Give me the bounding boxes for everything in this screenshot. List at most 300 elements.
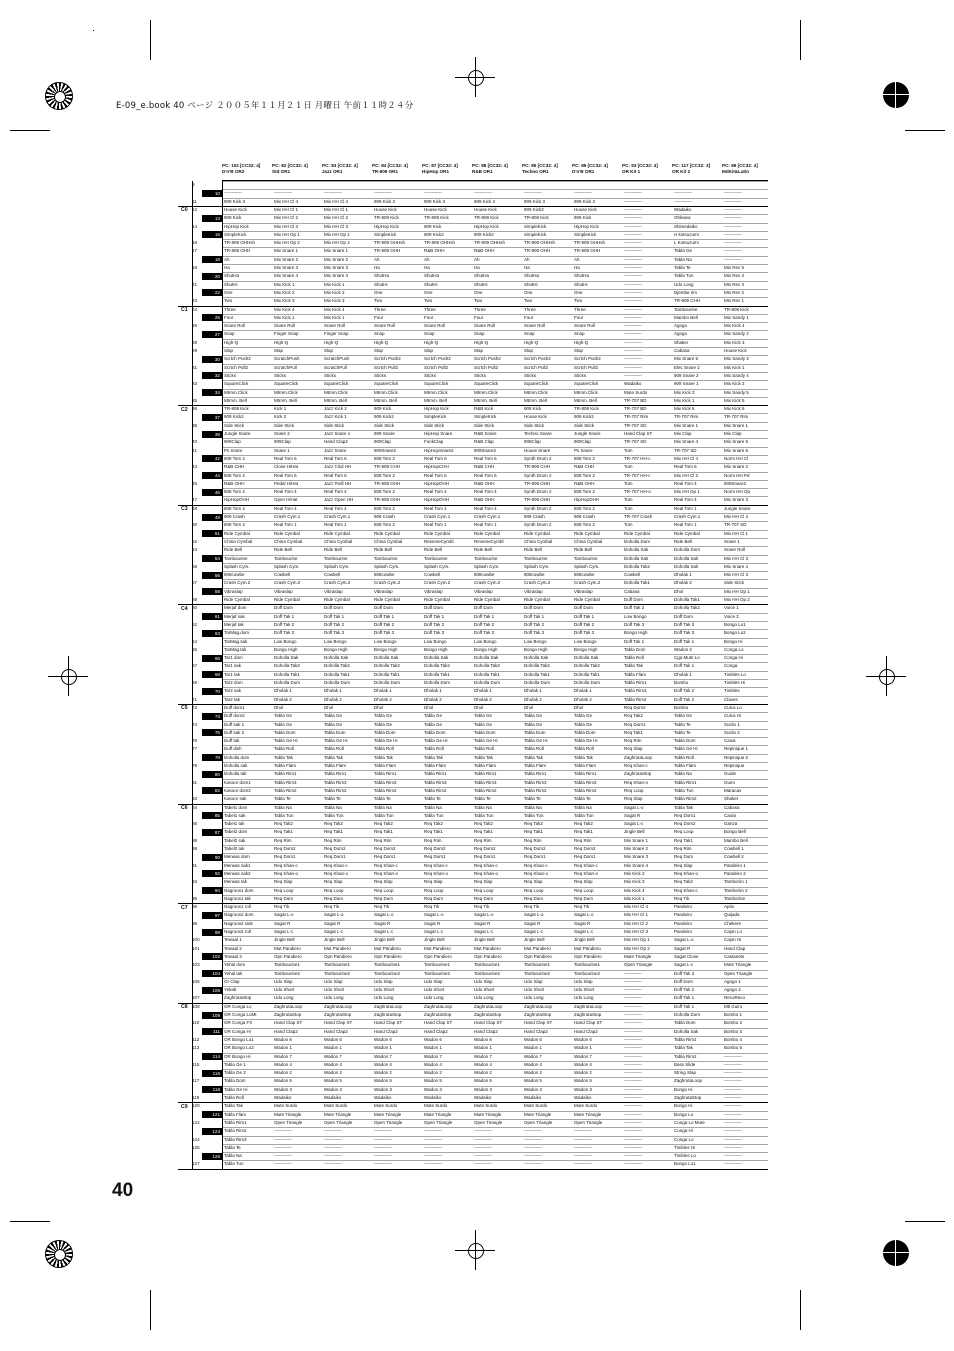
table-row: [178, 961, 768, 969]
instrument-cell: Four: [424, 314, 434, 320]
row-rule: [222, 380, 768, 381]
instrument-cell: Doholla Sak: [624, 547, 649, 553]
instrument-cell: TR-909 CHH: [524, 464, 551, 470]
instrument-cell: Cajon Lo: [724, 929, 743, 934]
column-header-kit: D'n'B OR2: [222, 168, 245, 174]
instrument-cell: 808 Tom 2: [224, 455, 245, 461]
row-rule: [222, 1094, 768, 1095]
table-row: [178, 671, 768, 679]
note-number: 121: [202, 1111, 222, 1118]
instrument-cell: ------------: [624, 1045, 642, 1051]
instrument-cell: Pandeiro: [674, 920, 693, 926]
instrument-cell: ZaghrutaStop: [524, 1012, 552, 1017]
instrument-cell: Wadon 6: [424, 1036, 442, 1042]
instrument-cell: TR-707 SD: [624, 422, 647, 428]
instrument-cell: Tar2 sak: [224, 688, 242, 694]
instrument-cell: Ohkawa: [674, 215, 691, 221]
note-number: 10: [202, 190, 222, 197]
instrument-cell: TR-707 Rim: [674, 414, 699, 420]
page-number: 40: [112, 1180, 134, 1201]
instrument-cell: Scrtch Push2: [474, 356, 501, 362]
instrument-cell: Doholla Sak: [674, 1028, 699, 1034]
instrument-cell: R&B OHH: [224, 480, 245, 486]
instrument-cell: Mix Rev 4: [724, 273, 745, 279]
note-number: 53: [192, 547, 198, 553]
octave-label: C5: [181, 705, 188, 712]
instrument-cell: Snare Roll: [374, 323, 396, 329]
instrument-cell: Ah: [374, 256, 380, 262]
instrument-cell: Pandeiro: [674, 904, 693, 910]
table-row: [178, 496, 768, 504]
instrument-cell: 909 Kick2: [424, 231, 444, 237]
instrument-cell: Req Dom2: [474, 846, 496, 851]
instrument-cell: High-Q: [374, 339, 389, 345]
row-rule: [222, 214, 768, 215]
instrument-cell: ------------: [374, 190, 392, 196]
note-number: 85: [202, 812, 222, 819]
instrument-cell: Tabla Ge: [474, 713, 493, 719]
instrument-cell: Crash Cym.1: [324, 514, 351, 519]
instrument-cell: Tar2 dom: [224, 680, 243, 685]
table-row: [178, 704, 768, 712]
note-number: 96: [192, 904, 198, 910]
instrument-cell: Mtl Guiro: [724, 1003, 743, 1009]
instrument-cell: Tabla Na: [474, 804, 492, 810]
instrument-cell: Udo Long: [424, 995, 444, 1001]
instrument-cell: Dhol: [274, 704, 284, 710]
instrument-cell: Req Dom1: [374, 854, 396, 860]
instrument-cell: Chekere: [724, 920, 742, 926]
table-row: [178, 1127, 768, 1135]
instrument-cell: Dholak 2: [274, 696, 292, 702]
instrument-cell: Real Tom 4: [424, 489, 447, 495]
instrument-cell: Merjaf sak: [224, 613, 245, 619]
instrument-cell: Doholla Tak1: [324, 671, 350, 677]
instrument-cell: Yehal tak: [224, 970, 243, 976]
instrument-cell: Snare 1: [274, 447, 290, 453]
instrument-cell: Doff Dom: [624, 597, 643, 602]
instrument-cell: 808cowbe: [524, 572, 545, 578]
row-rule: [222, 231, 768, 232]
instrument-cell: Mix Snare 3: [324, 265, 349, 270]
instrument-cell: Cowbell: [624, 572, 641, 578]
instrument-cell: SquareClick: [374, 381, 399, 387]
table-row: [178, 687, 768, 695]
instrument-cell: Agogo: [674, 323, 688, 329]
instrument-cell: Splash Cym.: [424, 563, 450, 569]
octave-rule: [178, 306, 768, 307]
instrument-cell: R&B Snare: [474, 431, 497, 436]
instrument-cell: HipHopCHH: [424, 464, 449, 470]
instrument-cell: Doff Tak 2: [674, 688, 695, 694]
instrument-cell: ZaghrutaLoop: [624, 754, 653, 760]
instrument-cell: ------------: [724, 1078, 742, 1084]
table-row: [178, 978, 768, 986]
instrument-cell: Wadaiko: [424, 1095, 442, 1100]
note-number: 78: [202, 754, 222, 761]
octave-label: C8: [181, 1004, 188, 1011]
instrument-cell: ------------: [624, 248, 642, 254]
note-number: 84: [192, 804, 198, 810]
row-rule: [222, 330, 768, 331]
instrument-cell: Real Tom 4: [324, 489, 347, 495]
instrument-cell: Jazz Clsd HH: [324, 464, 352, 470]
note-number: 89: [192, 846, 198, 851]
instrument-cell: Scrtch Pull2: [474, 364, 499, 370]
row-rule: [222, 679, 768, 680]
instrument-cell: Tabla Te: [324, 796, 341, 802]
instrument-cell: Mix HH Cl 1: [324, 206, 349, 212]
instrument-cell: Doholla Tak2: [424, 663, 450, 669]
instrument-cell: Req Dom1: [474, 854, 496, 860]
instrument-cell: Mix Kick 1: [674, 397, 695, 403]
table-row: [178, 1011, 768, 1019]
instrument-cell: Req Slap: [624, 796, 643, 802]
note-number: 67: [192, 663, 198, 669]
column-header-kit: D'n'B OR1: [572, 168, 595, 174]
note-number: 91: [192, 862, 198, 868]
instrument-cell: TR-808 Kick: [374, 215, 399, 221]
instrument-cell: Tambourine: [474, 555, 498, 561]
instrument-cell: Mut Pandiero: [374, 945, 401, 951]
instrument-cell: Three: [224, 306, 236, 312]
instrument-cell: ------------: [674, 198, 692, 204]
instrument-cell: Tabla Dom: [424, 729, 446, 735]
instrument-cell: Snap: [574, 331, 585, 337]
instrument-cell: Agogo 1: [724, 978, 741, 984]
instrument-cell: Real Tom 6: [274, 472, 297, 478]
instrument-cell: Ride Cymbal: [274, 597, 300, 602]
instrument-cell: Mix Snare 4: [724, 563, 749, 569]
instrument-cell: R&B CHH: [574, 464, 595, 470]
instrument-cell: Mix Rev 5: [724, 265, 745, 270]
instrument-cell: Ride Cymbal: [574, 530, 600, 536]
table-row: [178, 754, 768, 762]
row-rule: [222, 862, 768, 863]
instrument-cell: Finger Snap: [274, 331, 299, 337]
instrument-cell: Ride Cymbal: [224, 530, 250, 536]
instrument-cell: Ride Cymbal: [574, 597, 600, 602]
instrument-cell: Wadon 3: [324, 1086, 342, 1092]
instrument-cell: Wadon 2: [424, 1070, 442, 1076]
instrument-cell: Wadon 4: [424, 1061, 442, 1067]
instrument-cell: HipHop Snare: [424, 431, 453, 436]
note-number: 31: [192, 364, 198, 370]
instrument-cell: Timbles Hi: [674, 1144, 696, 1150]
instrument-cell: One: [474, 289, 483, 295]
instrument-cell: One: [524, 289, 533, 295]
column-header: [272, 163, 322, 179]
instrument-cell: Dholak 2: [674, 580, 692, 586]
instrument-cell: Udo Slap: [474, 978, 493, 984]
keyboard-left-border: [192, 181, 193, 1169]
instrument-cell: Wadon 3: [424, 1086, 442, 1092]
instrument-cell: Tabla Flam: [474, 763, 497, 768]
row-rule: [222, 314, 768, 315]
instrument-cell: TR-909 OHH: [374, 497, 401, 503]
instrument-cell: ZaghrutaLoop: [574, 1003, 603, 1009]
row-rule: [222, 322, 768, 323]
instrument-cell: Tabla Flam: [424, 763, 447, 768]
table-row: [178, 272, 768, 280]
instrument-cell: ------------: [724, 1144, 742, 1150]
instrument-cell: Opn Pandiero: [424, 953, 452, 959]
instrument-cell: Slap: [274, 348, 284, 353]
instrument-cell: Tabla Rim2: [424, 787, 447, 793]
note-number: 62: [192, 621, 198, 627]
instrument-cell: ------------: [474, 1144, 492, 1150]
instrument-cell: HipHop Kick: [474, 223, 499, 229]
note-number: 22: [202, 289, 222, 296]
instrument-cell: Tabla Dom: [474, 729, 496, 735]
instrument-cell: Mix Kick 1: [724, 364, 745, 370]
instrument-cell: Tabla Ge: [274, 721, 293, 727]
instrument-cell: ------------: [624, 240, 642, 246]
instrument-cell: 808 Tom 2: [224, 505, 245, 511]
instrument-cell: Udo Long: [574, 995, 594, 1001]
instrument-cell: Wadon 1: [474, 1045, 492, 1051]
instrument-cell: ------------: [724, 1153, 742, 1159]
instrument-cell: Req Dom1: [524, 854, 546, 860]
instrument-cell: Tabla Na: [324, 804, 342, 810]
table-row: [178, 563, 768, 571]
instrument-cell: ------------: [624, 1111, 642, 1117]
instrument-cell: Req Slap: [274, 879, 293, 885]
instrument-cell: Bass Slide: [674, 1061, 696, 1067]
instrument-cell: Jingle Bell: [324, 937, 345, 943]
instrument-cell: 808cowbe: [224, 572, 245, 578]
row-rule: [222, 181, 768, 182]
table-row: [178, 555, 768, 563]
instrument-cell: Tabla Ge 1: [224, 1061, 246, 1067]
instrument-cell: ShutHa: [474, 273, 490, 279]
instrument-cell: High-Q: [424, 339, 439, 345]
table-row: [178, 1111, 768, 1119]
instrument-cell: TR-707 BD: [624, 397, 647, 403]
instrument-cell: Mute Surdo: [474, 1103, 498, 1109]
instrument-cell: OR Bongo Lo2: [224, 1045, 254, 1051]
table-row: [178, 538, 768, 546]
instrument-cell: Sagat R: [474, 920, 491, 926]
instrument-cell: ------------: [624, 1028, 642, 1034]
column-header-pc: PC: 82 [CC32: 4]: [272, 163, 308, 168]
instrument-cell: Doholla Dom: [324, 680, 351, 685]
instrument-cell: Pandeiro: [674, 912, 693, 918]
table-row: [178, 1102, 768, 1110]
instrument-cell: Opn Pandiero: [324, 953, 352, 959]
instrument-cell: Mix Kick 1: [624, 895, 645, 901]
instrument-cell: Snare Roll: [574, 323, 596, 329]
instrument-cell: Sagat R: [424, 920, 441, 926]
instrument-cell: Jingle Bell: [274, 937, 295, 943]
table-row: [178, 463, 768, 471]
instrument-cell: Mtrnm. Bell: [274, 397, 297, 403]
instrument-cell: Wadon 1: [574, 1045, 592, 1051]
instrument-cell: ------------: [424, 190, 442, 196]
table-row: [178, 546, 768, 554]
instrument-cell: Wadon 2: [674, 646, 692, 652]
instrument-cell: Req Dom2: [324, 846, 346, 851]
row-rule: [222, 920, 768, 921]
instrument-cell: Mix Snare 1: [274, 248, 299, 254]
instrument-cell: L Kotsuzumi: [674, 240, 699, 246]
instrument-cell: Merwas tak: [224, 879, 248, 885]
instrument-cell: R&B CHH: [224, 464, 245, 470]
instrument-cell: Req Tak1: [474, 829, 493, 835]
table-row: [178, 239, 768, 247]
note-number: 127: [192, 1161, 200, 1167]
instrument-cell: 808 Tom 2: [574, 489, 595, 495]
instrument-cell: Doholla Tak1: [624, 580, 650, 586]
instrument-cell: Scrtch Pull2: [224, 364, 249, 370]
table-row: [178, 314, 768, 322]
note-number: 102: [202, 953, 222, 960]
instrument-cell: Req Khan-o: [574, 870, 599, 876]
instrument-cell: Side Stick: [574, 422, 595, 428]
table-row: [178, 1144, 768, 1152]
instrument-cell: Req Khan-c: [624, 763, 648, 768]
note-number: 17: [192, 248, 198, 254]
instrument-cell: R&B OHH: [474, 480, 495, 486]
instrument-cell: Tabla Ge: [474, 721, 493, 727]
instrument-cell: ------------: [724, 1128, 742, 1134]
instrument-cell: Mix Snare 1: [674, 422, 699, 428]
instrument-cell: Real Tom 6: [324, 455, 347, 461]
instrument-cell: Jungle Snare: [574, 431, 601, 436]
instrument-cell: Three: [424, 306, 436, 312]
instrument-cell: Mix Kick 4: [624, 887, 645, 893]
instrument-cell: TR-909 CHH: [374, 464, 401, 470]
instrument-cell: TR-707 HH-o: [624, 489, 651, 495]
instrument-cell: Req Loop: [374, 887, 394, 893]
instrument-cell: SquareClick: [574, 381, 599, 387]
instrument-cell: Req Dom1: [674, 812, 696, 818]
instrument-cell: Open Triangle: [524, 1119, 553, 1125]
instrument-cell: Cabasa: [624, 588, 640, 594]
instrument-cell: Sagat L-c: [524, 929, 544, 934]
instrument-cell: Doholla Sak: [374, 655, 399, 661]
instrument-cell: Splash Cym.: [224, 563, 250, 569]
note-number: 16: [192, 240, 198, 246]
column-header: [222, 163, 272, 179]
instrument-cell: Four: [524, 314, 534, 320]
instrument-cell: ------------: [624, 206, 642, 212]
instrument-cell: Mix HH Cl 2: [624, 920, 649, 926]
instrument-cell: ------------: [724, 190, 742, 196]
instrument-cell: TR-808 Kick: [574, 406, 599, 412]
instrument-cell: Tabla Roll: [474, 746, 494, 752]
instrument-cell: Sagat R: [574, 920, 591, 926]
instrument-cell: Hand Clap2: [424, 1028, 448, 1034]
instrument-cell: ------------: [624, 339, 642, 345]
note-number: 126: [202, 1153, 222, 1160]
instrument-cell: Ride Bell: [474, 547, 493, 553]
octave-rule: [178, 1102, 768, 1103]
table-row: [178, 779, 768, 787]
instrument-cell: Mute Triangle: [324, 1111, 352, 1117]
instrument-cell: ------------: [324, 1153, 342, 1159]
instrument-cell: China Cymbal: [524, 538, 553, 544]
row-rule: [222, 953, 768, 954]
table-row: [178, 389, 768, 397]
instrument-cell: ------------: [624, 1144, 642, 1150]
instrument-cell: R&B Kick: [474, 406, 494, 412]
table-row: [178, 355, 768, 363]
instrument-cell: ------------: [624, 289, 642, 295]
instrument-cell: ZaghrutaStop: [474, 1012, 502, 1017]
instrument-cell: Req Khan-o: [374, 870, 399, 876]
instrument-cell: String Slap: [674, 1070, 697, 1076]
column-header: [422, 163, 472, 179]
instrument-cell: ------------: [624, 364, 642, 370]
row-rule: [222, 571, 768, 572]
instrument-cell: Req Loop: [624, 787, 644, 793]
instrument-cell: Duff sak 2: [224, 729, 245, 735]
instrument-cell: Merjaf tak: [224, 621, 244, 627]
instrument-cell: Mute Surdo: [524, 1103, 548, 1109]
table-row: [178, 231, 768, 239]
instrument-cell: ------------: [724, 256, 742, 262]
row-rule: [222, 1077, 768, 1078]
instrument-cell: Req Loop: [424, 887, 444, 893]
instrument-cell: ------------: [424, 1136, 442, 1142]
instrument-cell: Doff Dom: [574, 605, 593, 611]
instrument-cell: Tambourine2: [424, 970, 451, 976]
instrument-cell: Wadon 7: [324, 1053, 342, 1059]
instrument-cell: Side Stick: [524, 422, 545, 428]
table-row: [178, 264, 768, 272]
instrument-cell: Doff Tak 3: [674, 621, 695, 627]
row-rule: [222, 820, 768, 821]
instrument-cell: Pandeiro 2: [724, 870, 746, 876]
instrument-cell: Tambourine2: [474, 970, 501, 976]
row-rule: [222, 629, 768, 630]
instrument-cell: Sagat R: [374, 920, 391, 926]
instrument-cell: ------------: [374, 1153, 392, 1159]
note-number: 27: [202, 331, 222, 338]
column-header-kit: Jazz OR1: [322, 168, 343, 174]
table-row: [178, 953, 768, 961]
instrument-cell: Dhol: [574, 704, 584, 710]
instrument-cell: ------------: [424, 1144, 442, 1150]
instrument-cell: ------------: [724, 215, 742, 221]
octave-rule: [178, 505, 768, 506]
table-row: [178, 521, 768, 529]
instrument-cell: Mtrnm.Click: [224, 389, 248, 395]
instrument-cell: 909 Kick: [374, 406, 392, 412]
instrument-cell: Three: [524, 306, 536, 312]
instrument-cell: Mute Triangle: [424, 1111, 452, 1117]
column-header: [372, 163, 422, 179]
column-header-pc: PC: 88 [CC32: 4]: [472, 163, 508, 168]
instrument-cell: Tabla Ge: [324, 721, 343, 727]
column-header-kit: TR-909 OR1: [372, 168, 399, 174]
instrument-cell: Doholla Tak1: [474, 671, 500, 677]
instrument-cell: ------------: [624, 323, 642, 329]
column-header: [522, 163, 572, 179]
instrument-cell: ZaghrutaStop: [224, 995, 252, 1001]
instrument-cell: Jazz Kick 1: [324, 414, 347, 420]
row-rule: [222, 513, 768, 514]
instrument-cell: Req Rim: [674, 846, 692, 851]
instrument-cell: Scrtch Push2: [424, 356, 451, 362]
octave-rule: [178, 405, 768, 406]
instrument-cell: Wadon 7: [374, 1053, 392, 1059]
instrument-cell: Req Tak1: [674, 837, 693, 843]
instrument-cell: Jazz Kick 2: [324, 406, 347, 412]
instrument-cell: Tabla Tun: [674, 787, 694, 793]
instrument-cell: Snap: [224, 331, 235, 337]
